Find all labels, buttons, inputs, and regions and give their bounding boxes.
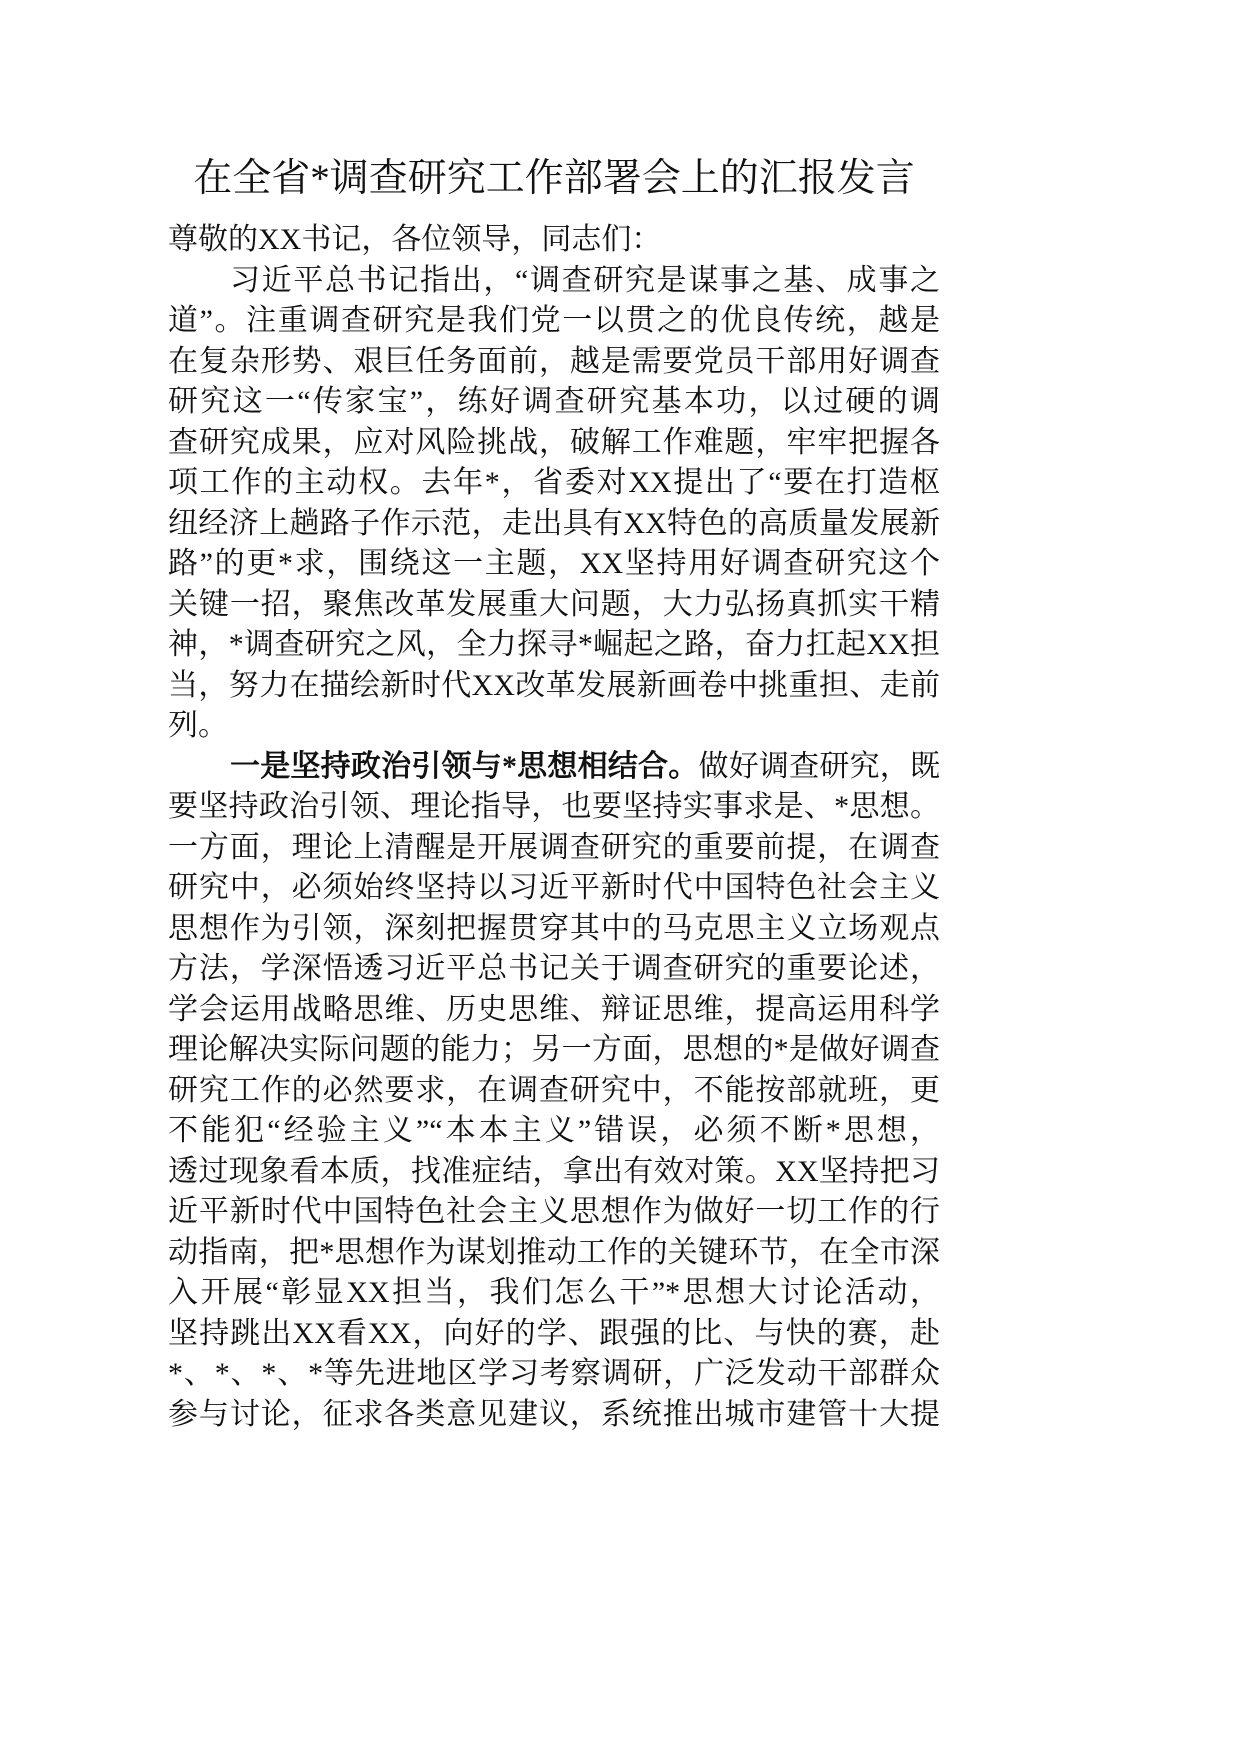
text-line: 理论解决实际问题的能力；另一方面，思想的*是做好调查	[168, 1033, 940, 1066]
text-line: 不能犯“经验主义”“本本主义”错误，必须不断*思想，	[168, 1114, 940, 1147]
text-line: 当，努力在描绘新时代XX改革发展新画卷中挑重担、走前	[168, 668, 940, 702]
text-line: 道”。注重调查研究是我们党一以贯之的优良传统，越是	[168, 304, 940, 337]
text-line: 思想作为引领，深刻把握贯穿其中的马克思主义立场观点	[168, 911, 940, 945]
text-line: 方法，学深悟透习近平总书记关于调查研究的重要论述，	[168, 952, 940, 985]
text-line: 研究工作的必然要求，在调查研究中，不能按部就班，更	[168, 1073, 940, 1107]
paragraph	[168, 747, 940, 1436]
text-line: 入开展“彰显XX担当，我们怎么干”*思想大讨论活动，	[168, 1276, 940, 1309]
text-line: 关键一招，聚焦改革发展重大问题，大力弘扬真抓实干精	[168, 587, 940, 621]
text-line: 神，*调查研究之风，全力探寻*崛起之路，奋力扛起XX担	[168, 628, 940, 661]
text-line-rest: 做好调查研究，既	[698, 749, 941, 783]
document-body	[168, 220, 940, 1435]
text-line: 要坚持政治引领、理论指导，也要坚持实事求是、*思想。	[168, 790, 940, 823]
text-line: 路”的更*求，围绕这一主题，XX坚持用好调查研究这个	[168, 547, 940, 580]
document-title: 在全省*调查研究工作部署会上的汇报发言	[193, 157, 915, 200]
salutation: 尊敬的XX书记，各位领导，同志们：	[168, 223, 662, 256]
text-line: *、*、*、*等先进地区学习考察调研，广泛发动干部群众	[168, 1357, 940, 1390]
text-line: 一方面，理论上清醒是开展调查研究的重要前提，在调查	[168, 830, 940, 864]
paragraph	[168, 261, 940, 747]
text-line: 习近平总书记指出，“调查研究是谋事之基、成事之	[230, 263, 940, 297]
text-line: 纽经济上趟路子作示范，走出具有XX特色的高质量发展新	[168, 506, 940, 540]
text-line: 参与讨论，征求各类意见建议，系统推出城市建管十大提	[168, 1397, 940, 1431]
text-line: 近平新时代中国特色社会主义思想作为做好一切工作的行	[168, 1195, 940, 1228]
paragraph-lead: 一是坚持政治引领与*思想相结合。	[230, 749, 699, 783]
text-line: 项工作的主动权。去年*，省委对XX提出了“要在打造枢	[168, 466, 940, 499]
text-line: 查研究成果，应对风险挑战，破解工作难题，牢牢把握各	[168, 425, 940, 459]
text-line: 列。	[168, 709, 228, 742]
text-line: 坚持跳出XX看XX，向好的学、跟强的比、与快的赛，赴	[168, 1316, 940, 1350]
text-line: 研究中，必须始终坚持以习近平新时代中国特色社会主义	[168, 871, 940, 904]
text-line: 学会运用战略思维、历史思维、辩证思维，提高运用科学	[168, 992, 940, 1026]
text-line	[168, 747, 940, 788]
text-line: 在复杂形势、艰巨任务面前，越是需要党员干部用好调查	[168, 344, 940, 378]
text-line: 研究这一“传家宝”，练好调查研究基本功，以过硬的调	[168, 385, 940, 418]
text-line: 透过现象看本质，找准症结，拿出有效对策。XX坚持把习	[168, 1154, 940, 1188]
text-line: 动指南，把*思想作为谋划推动工作的关键环节，在全市深	[168, 1235, 940, 1269]
